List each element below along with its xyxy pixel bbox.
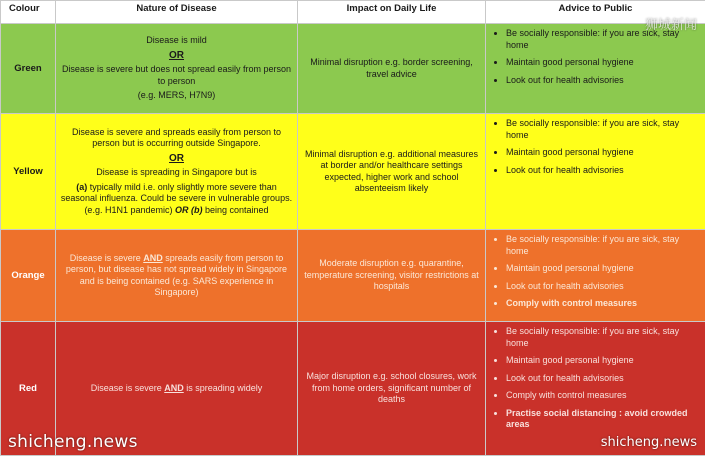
condition-a-text: typically mild i.e. only slightly more severe than seasonal influenza. Could be severe in vulnerable groups. (e.g. H1N1 pandemic) xyxy=(60,181,293,215)
header-row xyxy=(1,1,705,24)
level-red: Red xyxy=(1,322,56,456)
impact-orange: Moderate disruption e.g. quarantine, temperature screening, visitor restrictions at hospitals xyxy=(298,230,486,322)
impact-red: Major disruption e.g. school closures, work from home orders, significant number of deaths xyxy=(298,322,486,456)
advice-item: • Maintain good personal hygiene xyxy=(506,263,701,275)
row-green xyxy=(1,24,705,114)
advice-item: • Be socially responsible: if you are sick, stay home xyxy=(506,28,701,51)
level-orange: Orange xyxy=(1,230,56,322)
watermark-chinese: 狮城新闻 xyxy=(644,18,697,33)
nature-orange xyxy=(56,230,298,322)
condition-a-marker: (a) xyxy=(76,181,88,192)
nature-text: Disease is severe and spreads easily from person to person but is occurring outside Singapore. xyxy=(71,126,282,149)
advice-yellow xyxy=(486,114,705,230)
nature-text: is spreading widely xyxy=(183,382,263,393)
header-advice: Advice to Public xyxy=(486,1,705,24)
advice-item: • Look out for health advisories xyxy=(506,75,701,87)
or-b-marker: OR (b) xyxy=(174,204,203,215)
impact-green: Minimal disruption e.g. border screening, travel advice xyxy=(298,24,486,114)
watermark-site-right: shicheng.news xyxy=(600,435,697,450)
advice-orange xyxy=(486,230,705,322)
nature-text: spreads easily from person to person, but disease has not spread widely in Singapore and is being contained (e.g. SARS experience in Singapore) xyxy=(65,252,288,297)
advice-item: • Be socially responsible: if you are sick, stay home xyxy=(506,118,701,141)
row-yellow xyxy=(1,114,705,230)
header-nature: Nature of Disease xyxy=(56,1,298,24)
advice-item: • Be socially responsible: if you are sick, stay home xyxy=(506,234,701,257)
advice-item: • Comply with control measures xyxy=(506,390,701,402)
nature-example: (e.g. MERS, H7N9) xyxy=(137,90,216,101)
row-orange xyxy=(1,230,705,322)
advice-item: • Look out for health advisories xyxy=(506,373,701,385)
advice-item: • Be socially responsible: if you are sick, stay home xyxy=(506,326,701,349)
advice-item: • Maintain good personal hygiene xyxy=(506,355,701,367)
header-colour: Colour xyxy=(1,1,56,24)
advice-item: • Look out for health advisories xyxy=(506,165,701,177)
watermark-site-left: shicheng.news xyxy=(8,432,138,452)
level-yellow: Yellow xyxy=(1,114,56,230)
and-label: AND xyxy=(164,382,184,393)
nature-text: Disease is mild xyxy=(146,35,207,46)
advice-green xyxy=(486,24,705,114)
nature-text: Disease is severe xyxy=(90,382,165,393)
advice-item: • Maintain good personal hygiene xyxy=(506,147,701,159)
header-impact: Impact on Daily Life xyxy=(298,1,486,24)
condition-b-text: being contained xyxy=(202,204,269,215)
or-label: OR xyxy=(169,152,184,164)
advice-item: • Look out for health advisories xyxy=(506,281,701,293)
nature-text: Disease is spreading in Singapore but is xyxy=(96,167,257,178)
nature-green xyxy=(56,24,298,114)
advice-item: • Maintain good personal hygiene xyxy=(506,57,701,69)
level-green: Green xyxy=(1,24,56,114)
impact-yellow: Minimal disruption e.g. additional measures at border and/or healthcare settings expected, higher work and school absenteeism likely xyxy=(298,114,486,230)
nature-text: Disease is severe xyxy=(69,252,144,263)
and-label: AND xyxy=(143,252,163,263)
advice-item: • Comply with control measures xyxy=(506,298,701,310)
advice-item: • Practise social distancing : avoid crowded areas xyxy=(506,408,701,431)
or-label: OR xyxy=(169,49,184,61)
nature-conditions xyxy=(60,182,293,217)
nature-text: Disease is severe but does not spread easily from person to person xyxy=(61,64,292,86)
nature-yellow xyxy=(56,114,298,230)
